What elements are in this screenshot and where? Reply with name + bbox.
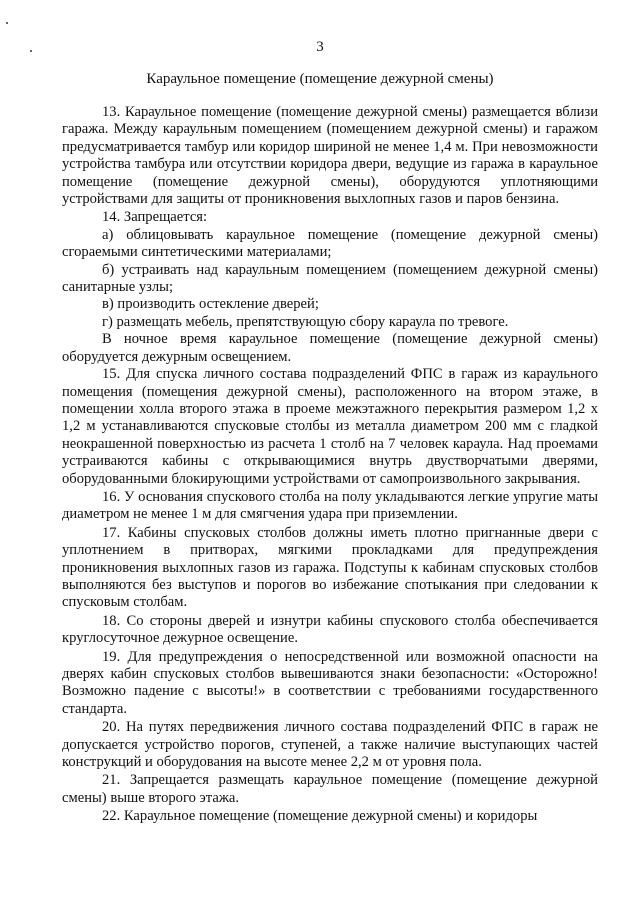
paragraph-15: 15. Для спуска личного состава подразделений ФПС в гараж из караульного помещения (помещения дежурной смены), расположенного на втором этаже, в помещении холла второго этажа в проеме межэтажного перекрытия размером 1,2 х 1,2 м устанавливаются спусковые столбы из металла диаметром 200 мм с гладкой неокрашенной поверхностью из расчета 1 столб на 7 человек караула. Над проемами устраиваются кабины с открывающимися внутрь двустворчатыми дверями, оборудованными блокирующими устройствами от самопроизвольного закрывания.: [62, 366, 598, 487]
section-heading: Караульное помещение (помещение дежурной смены): [146, 71, 494, 87]
paragraph-17: 17. Кабины спусковых столбов должны иметь плотно пригнанные двери с уплотнением в притворах, мягкими прокладками для предупреждения проникновения выхлопных газов из гаража. Подступы к кабинам спусковых столбов выполняются без выступов и порогов во избежание спотыкания при следовании к спусковым столбам.: [62, 524, 598, 611]
list-item-b: б) устраивать над караульным помещением (помещением дежурной смены) санитарные узлы;: [62, 261, 598, 296]
list-item-a: а) облицовывать караульное помещение (помещение дежурной смены) сгораемыми синтетическими материалами;: [62, 226, 598, 261]
paragraph-22: 22. Караульное помещение (помещение дежурной смены) и коридоры: [102, 808, 538, 825]
paragraph-19: 19. Для предупреждения о непосредственной или возможной опасности на дверях кабин спусковых столбов вывешиваются знаки безопасности: «Осторожно! Возможно падение с высоты!» в соответствии с требованиями государственного стандарта.: [62, 648, 598, 717]
paragraph-21: 21. Запрещается размещать караульное помещение (помещение дежурной смены) выше второго этажа.: [62, 772, 598, 806]
document-body: [62, 104, 598, 826]
list-item-v: в) производить остекление дверей;: [102, 296, 319, 313]
scan-speck: [6, 22, 8, 24]
paragraph-14: 14. Запрещается:: [102, 209, 208, 226]
list-item-g: г) размещать мебель, препятствующую сбору караула по тревоге.: [102, 313, 509, 330]
paragraph-16: 16. У основания спускового столба на полу укладываются легкие упругие маты диаметром не менее 1 м для смягчения удара при приземлении.: [62, 488, 598, 523]
paragraph-13: 13. Караульное помещение (помещение дежурной смены) размещается вблизи гаража. Между караульным помещением (помещением дежурной смены) и гаражом предусматривается тамбур или коридор шириной не менее 1,4 м. При невозможности устройства тамбура или отсутствии коридора двери, ведущие из гаража в караульное помещение (помещение дежурной смены), оборудуются уплотняющими устройствами для защиты от проникновения выхлопных газов и паров бензина.: [62, 104, 598, 208]
page-number: 3: [316, 39, 324, 55]
paragraph-night-lighting: В ночное время караульное помещение (помещение дежурной смены) оборудуется дежурным освещением.: [62, 331, 598, 365]
paragraph-20: 20. На путях передвижения личного состава подразделений ФПС в гараж не допускается устройство порогов, ступеней, а также наличие выступающих частей конструкций и оборудования на высоте менее 2,2 м от уровня пола.: [62, 719, 598, 771]
paragraph-18: 18. Со стороны дверей и изнутри кабины спускового столба обеспечивается круглосуточное дежурное освещение.: [62, 612, 598, 647]
